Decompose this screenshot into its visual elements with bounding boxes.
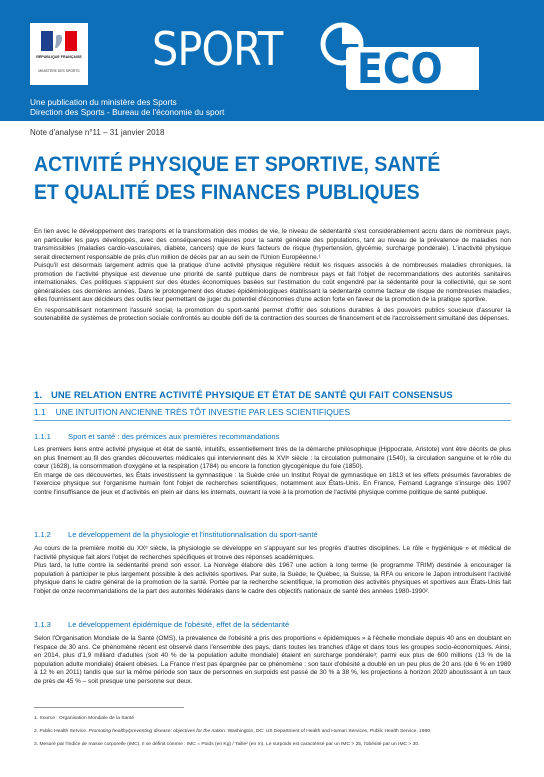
- footnote-2-title: Promoting healthy/preventing disease: objectives for the nation.: [88, 729, 227, 734]
- footnote-2-author: 2. Public Health Service.: [34, 729, 89, 734]
- title-line-2: ET QUALITÉ DES FINANCES PUBLIQUES: [34, 180, 420, 204]
- intro-paragraph: En responsabilisant notamment l'assuré social, la promotion du sport-santé permet d'offrir des solutions durables à des pouvoirs publics soucieux d'assurer la soutenabilité de systèmes de protection sociale confrontés au double défi de la contraction des sources de financement et de l'accroissement simultané des dépenses.: [34, 306, 511, 323]
- body-paragraph: Au cours de la première moitié du XXᵉ siècle, la physiologie se développe en s'appuyant sur les progrès d'autres disciplines. Le rôle « hygiénique » et médical de l'activité physique fait alors l'objet de recherches spécifiques et trouve des réponses académiques.: [34, 545, 511, 561]
- body-paragraph: Plus tard, la lutte contre la sédentarité prend son essor. La Norvège élabore dès 1967 une action à long terme (le programme TRIM) destinée à encourager la population à participer le plus largement possible à des activités sportives. Par suite, la Suède, le Québec, la Suisse, la RFA ou encore le Japon introduisent l'activité physique dans le cadre général de la promotion de la santé. Portée par la recherche scientifique, la promotion des activités physiques et sportives aux États-Unis fait l'objet de onze recommandations de la part des autorités fédérales dans le cadre des objectifs nationaux de santé des années 1980-1990².: [34, 562, 511, 595]
- logo-republique-text: RÉPUBLIQUE FRANÇAISE: [36, 55, 82, 59]
- ministry-logo: [30, 23, 88, 85]
- section-1-heading: [34, 389, 453, 400]
- section-title: Sport et santé : des prémices aux premières recommandations: [68, 432, 280, 441]
- note-reference: Note d'analyse n°11 – 31 janvier 2018: [30, 128, 165, 137]
- section-title: UNE RELATION ENTRE ACTIVITÉ PHYSIQUE ET ÉTAT DE SANTÉ QUI FAIT CONSENSUS: [51, 389, 453, 400]
- section-divider: [34, 420, 511, 421]
- section-number: 1.1: [34, 407, 46, 417]
- section-1-1-2-body: [34, 545, 511, 596]
- footnote-3: 3. Mesuré par l'indice de masse corporelle (IMC). Il se définit comme : IMC = Poids (en Kg) / Taille² (en m). Le surpoids est caractérisé par un IMC > 25, l'obésité par un IMC > 30.: [34, 742, 420, 747]
- section-1-1-3-body: [34, 635, 511, 686]
- section-number: 1.1.2: [34, 530, 51, 539]
- section-1-1-1-heading: [34, 432, 279, 441]
- section-title: Le développement épidémique de l'obésité, effet de la sédentarité: [68, 620, 290, 629]
- section-title: Le développement de la physiologie et l'institutionnalisation du sport-santé: [68, 530, 318, 539]
- direction-line: Direction des Sports - Bureau de l'économie du sport: [30, 107, 225, 117]
- brand-eco-text: ECO: [357, 44, 443, 93]
- title-line-1: ACTIVITÉ PHYSIQUE ET SPORTIVE, SANTÉ: [34, 152, 441, 176]
- section-number: 1.: [34, 389, 43, 400]
- body-paragraph: En marge de ces découvertes, les États investissent la gymnastique : la Suède crée un Institut Royal de gymnastique en 1813 et les effets présumés favorables de l'exercice physique sur l'organisme humain font l'objet de recherches scientifiques, notamment aux États-Unis. En France, Fernand Lagrange s'insurge dès 1907 contre l'insuffisance de jeux et d'activités en plein air dans les internats, ouvrant la voie à la promotion de l'activité physique comme politique de santé publique.: [34, 471, 511, 496]
- section-divider: [34, 403, 511, 404]
- page-title: [34, 150, 475, 206]
- footnote-2-publisher: Washington, DC: US Department of Health and Human Services, Public Health Service, 1980.: [226, 729, 432, 734]
- footnote-2: [34, 729, 511, 735]
- section-1-1-2-heading: [34, 530, 318, 539]
- body-paragraph: Les premiers liens entre activité physique et état de santé, intuitifs, essentiellement tirés de la démarche philosophique (Hippocrate, Aristote) vont être décrits de plus en plus finement au fil des grandes découvertes médicales qui interviennent dès le XVIᵉ siècle : la circulation pulmonaire (1540), la circulation sanguine et le rôle du cœur (1628), la consommation d'oxygène et la respiration (1784) ou encore la fonction glycogénique du foie (1850).: [34, 446, 511, 471]
- intro-paragraph: Puisqu'il est désormais largement admis que la pratique d'une activité physique régulière réduit les risques associés à de nombreuses maladies chroniques, la promotion de l'activité physique est devenue une priorité de santé publique dans de nombreux pays et fait l'objet de recommandations des autorités sanitaires internationales. Ces politiques s'appuient sur des études économiques basées sur l'estimation du coût engendré par la sédentarité pour la collectivité, qui se sont généralisées ces dernières années. Dans le prolongement des études épidémiologiques établissant la sédentarité comme facteur de risque de nombreuses maladies, elles fournissent aux décideurs des outils leur permettant de juger du potentiel d'économies d'une action forte en faveur de la promotion de la pratique sportive.: [34, 262, 511, 304]
- brand-sport-text: SPORT: [152, 22, 283, 76]
- header-banner: [0, 0, 544, 121]
- logo-ministere-text: MINISTÈRE DES SPORTS: [38, 69, 80, 73]
- marianne-flag-icon: [41, 31, 77, 51]
- footnote-divider: [34, 707, 184, 708]
- section-1-1-heading: [34, 407, 350, 417]
- section-1-1-1-body: [34, 446, 511, 497]
- intro-paragraph: En lien avec le développement des transports et la transformation des modes de vie, le niveau de sédentarité s'est considérablement accru dans de nombreux pays, en particulier les pays développés, avec des conséquences majeures pour la santé générale des populations, tant au niveau de la prévalence de maladies non transmissibles (maladies cardio-vasculaires, diabète, cancers) que de leurs facteurs de risque (hypertension, glycémie, surcharge pondérale). L'inactivité physique serait directement responsable de près d'un million de décès par an au sein de l'Union Européenne.¹: [34, 228, 511, 261]
- section-title: UNE INTUITION ANCIENNE TRÈS TÔT INVESTIE PAR LES SCIENTIFIQUES: [55, 407, 351, 417]
- section-number: 1.1.1: [34, 432, 51, 441]
- sporteco-brand: [152, 18, 532, 93]
- publication-line: Une publication du ministère des Sports: [30, 97, 177, 107]
- footnote-1: 1. Source : Organisation Mondiale de la Santé: [34, 716, 135, 721]
- section-1-1-3-heading: [34, 620, 289, 629]
- section-number: 1.1.3: [34, 620, 51, 629]
- intro-text: [34, 228, 511, 324]
- body-paragraph: Selon l'Organisation Mondiale de la Santé (OMS), la prévalence de l'obésité a pris des proportions « épidémiques » à l'échelle mondiale depuis 40 ans en doublant en l'espace de 30 ans. Ce phénomène récent est observé dans l'ensemble des pays, dans toutes les tranches d'âge et dans tous les groupes socio-économiques. Ainsi, en 2014, plus d'1,9 milliard d'adultes (soit 40 % de la population adulte mondiale) étaient en surcharge pondérale³; parmi eux plus de 600 millions (13 % de la population adulte mondiale) étaient obèses. La France n'est pas épargnée par ce phénomène : son taux d'obésité a doublé en un peu plus de 20 ans (de 6 % en 1989 à 12 % en 2011) tandis que sur la même période son taux de personnes en surpoids est passé de 30 % à 38 %, les projections à horizon 2020 aboutissant à un taux de près de 45 % – soit presque une personne sur deux.: [34, 635, 511, 685]
